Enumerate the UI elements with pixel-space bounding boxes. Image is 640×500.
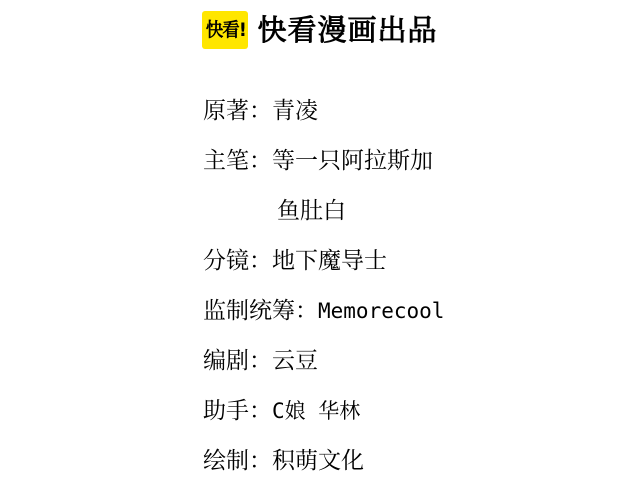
credit-value: 地下魔导士	[272, 248, 387, 274]
credit-label: 助手：	[203, 398, 272, 424]
credit-label: 分镜：	[203, 248, 272, 274]
brand-title: 快看漫画出品	[257, 12, 438, 47]
kuaikan-logo-icon	[202, 11, 248, 49]
credit-row	[0, 150, 640, 200]
credit-label: 原著：	[203, 98, 272, 124]
credit-value: 鱼肚白	[277, 198, 346, 224]
credit-row	[0, 450, 640, 500]
brand-header	[0, 0, 640, 60]
credit-label: 监制统筹：	[203, 298, 318, 324]
credit-value: C娘 华林	[272, 399, 361, 423]
credit-value: 云豆	[272, 348, 318, 374]
credit-value: 等一只阿拉斯加	[272, 148, 433, 174]
credit-row	[0, 400, 640, 450]
credits-list	[0, 100, 640, 500]
credit-label: 主笔：	[203, 148, 272, 174]
credit-value: Memorecool	[318, 299, 445, 323]
credit-label: 绘制：	[203, 448, 272, 474]
credit-value: 青凌	[272, 98, 318, 124]
credit-row	[0, 250, 640, 300]
credit-row	[0, 100, 640, 150]
credit-label: 编剧：	[203, 348, 272, 374]
credit-value: 积萌文化	[272, 448, 364, 474]
logo-badge-text: 快看!	[205, 18, 246, 41]
credit-row	[0, 350, 640, 400]
credit-row	[0, 200, 640, 250]
credit-row	[0, 300, 640, 350]
